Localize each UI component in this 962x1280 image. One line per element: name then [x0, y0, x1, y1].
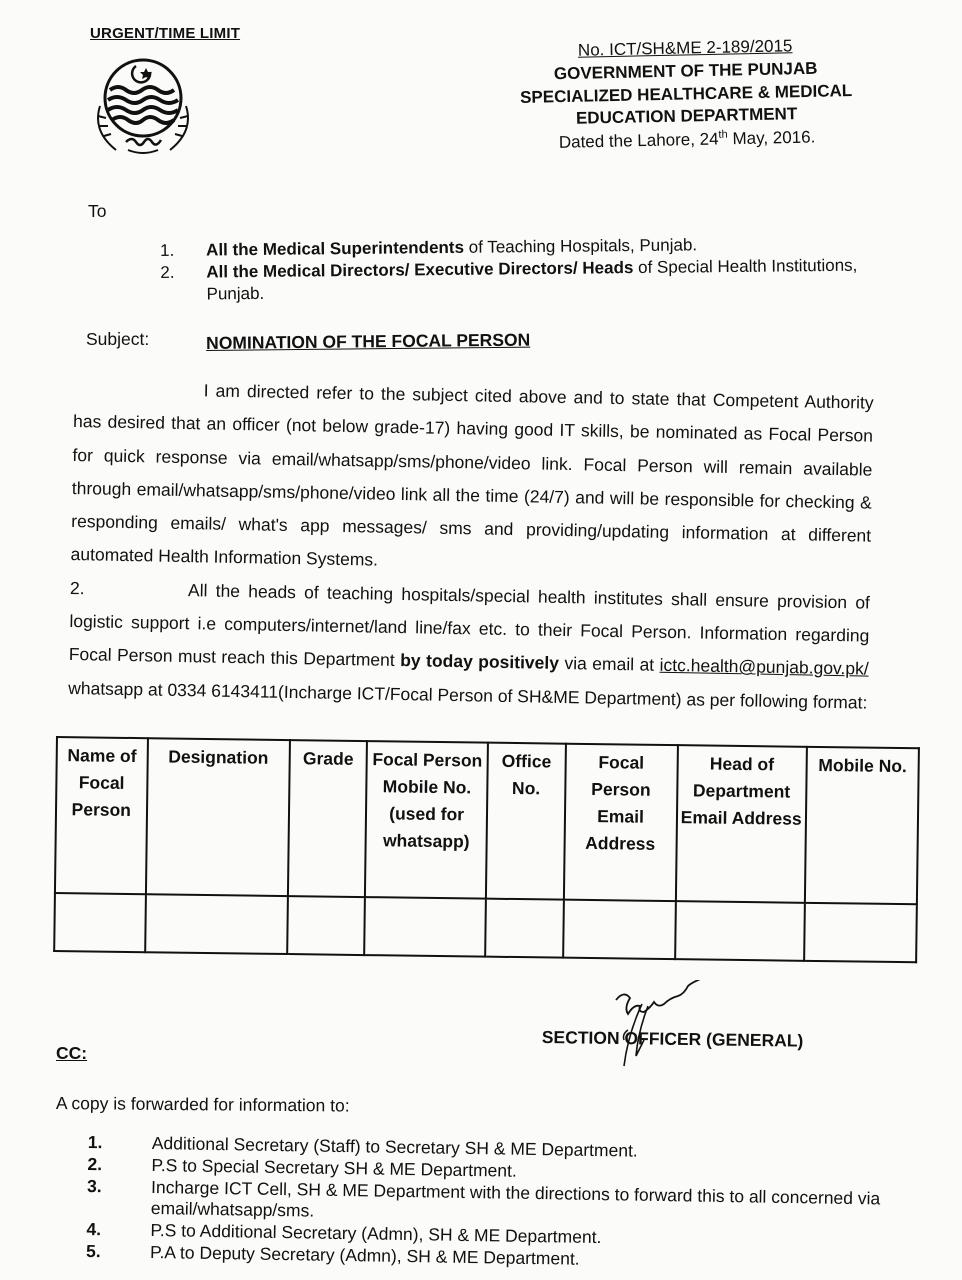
- punjab-government-logo: [88, 46, 198, 166]
- cc-label: CC:: [56, 1043, 88, 1063]
- handwritten-signature: [598, 980, 748, 1070]
- list-item: 3. Incharge ICT Cell, SH & ME Department with the directions to forward this to all concerned via email/whatsapp/sms.: [86, 1175, 881, 1221]
- cc-list: [86, 1132, 888, 1276]
- col-header-designation: Designation: [145, 738, 289, 896]
- signatory-title: SECTION OFFICER (GENERAL): [541, 1026, 804, 1051]
- focal-person-table: [53, 736, 920, 963]
- table-cell[interactable]: [485, 899, 563, 958]
- letter-header: [470, 33, 902, 156]
- table-row: [54, 893, 917, 962]
- table-cell[interactable]: [563, 900, 676, 959]
- table-cell[interactable]: [804, 903, 917, 962]
- col-header-name: Name of Focal Person: [55, 737, 148, 894]
- table-cell[interactable]: [54, 893, 145, 952]
- letter-body: [68, 372, 874, 720]
- subject-label: Subject:: [86, 329, 150, 349]
- table-cell[interactable]: [287, 896, 365, 955]
- addressee-item: 2. All the Medical Directors/ Executive Directors/ Heads of Special Health Institutions, Punjab.: [160, 255, 858, 304]
- list-item: 1. Additional Secretary (Staff) to Secretary SH & ME Department.: [87, 1132, 638, 1161]
- addressee-item: 1. All the Medical Superintendents of Teaching Hospitals, Punjab.: [160, 235, 698, 260]
- col-header-hod-email: Head of Department Email Address: [675, 745, 806, 903]
- list-item: 4. P.S to Additional Secretary (Admn), SH & ME Department.: [86, 1218, 602, 1248]
- letter-date: Dated the Lahore, 24th May, 2016.: [558, 127, 816, 152]
- reference-number: No. ICT/SH&ME 2-189/2015: [577, 36, 793, 60]
- to-label: To: [88, 201, 107, 221]
- col-header-mobile: Focal Person Mobile No. (used for whatsapp): [365, 741, 488, 899]
- addressee-list: [160, 232, 901, 306]
- paragraph-1: I am directed refer to the subject cited above and to state that Competent Authority has desired that an officer (not below grade-17) having good IT skills, be nominated as Focal Person for quick response via email/whatsapp/sms/phone/video link. Focal Person will remain available through email/whatsapp/sms/phone/video link all the time (24/7) and will be responsible for checking & responding emails/ what's app messages/ sms and providing/updating information at different automated Health Information Systems.: [70, 380, 874, 571]
- department-name-line1: SPECIALIZED HEALTHCARE & MEDICAL: [519, 80, 853, 107]
- col-header-office: Office No.: [486, 743, 566, 900]
- list-item: 2. P.S to Special Secretary SH & ME Department.: [87, 1153, 517, 1181]
- table-cell[interactable]: [675, 901, 805, 961]
- list-item: 5. P.A to Deputy Secretary (Admn), SH & ME Department.: [85, 1240, 580, 1269]
- col-header-email: Focal Person Email Address: [563, 744, 677, 901]
- urgent-label: URGENT/TIME LIMIT: [90, 25, 241, 42]
- col-header-grade: Grade: [288, 740, 368, 897]
- table-cell[interactable]: [364, 897, 485, 957]
- paragraph-2: 2. All the heads of teaching hospitals/special health institutes shall ensure provision of logistic support i.e computers/internet/land line/fax etc. to their Focal Person. Information regarding Focal Person must reach this Department by today positively via email at ictc.health@punjab.gov.pk/ whatsapp at 0334 6143411(Incharge ICT/Focal Person of SH&ME Department) as per following format:: [68, 577, 871, 713]
- subject-title: NOMINATION OF THE FOCAL PERSON: [206, 329, 531, 353]
- table-cell[interactable]: [145, 894, 288, 954]
- col-header-mobile-no: Mobile No.: [805, 747, 919, 904]
- government-name: GOVERNMENT OF THE PUNJAB: [553, 58, 818, 84]
- department-name-line2: EDUCATION DEPARTMENT: [575, 104, 798, 129]
- table-header-row: [55, 737, 919, 904]
- cc-intro: A copy is forwarded for information to:: [55, 1093, 350, 1116]
- email-link[interactable]: ictc.health@punjab.gov.pk/: [659, 655, 869, 679]
